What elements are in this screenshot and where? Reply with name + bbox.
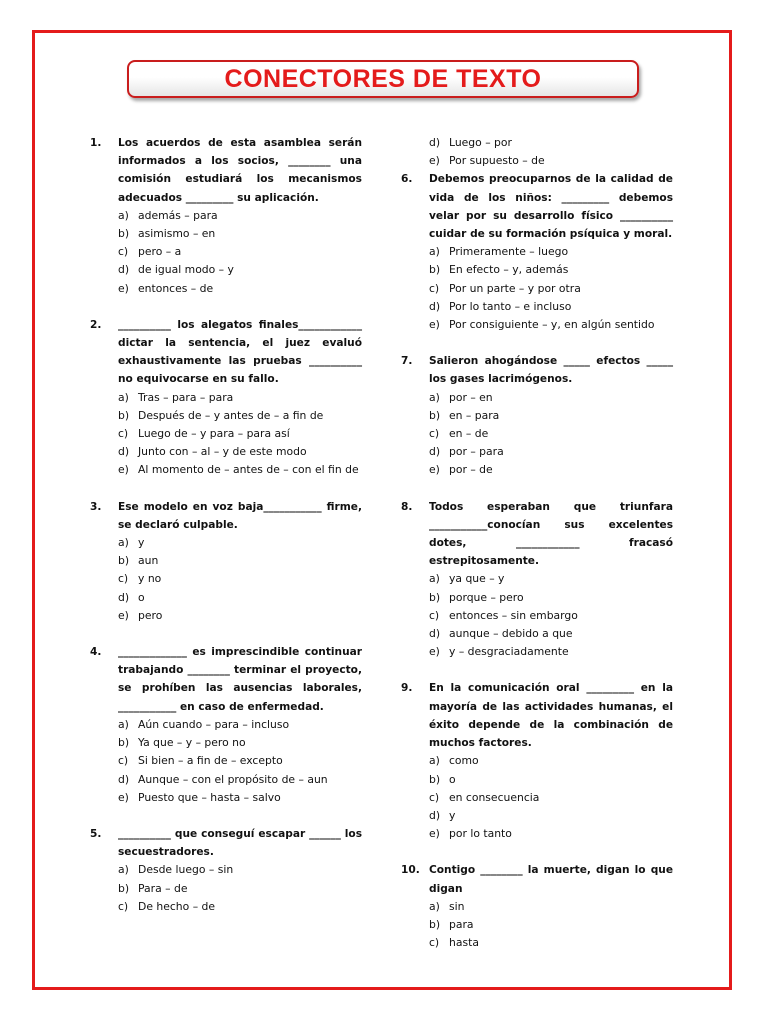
question-text: Los acuerdos de esta asamblea serán informados a los socios, ________ una comisión estudiará los mecanismos adecuados _________ su aplicación. bbox=[118, 137, 362, 204]
option-item bbox=[118, 880, 362, 898]
option-item bbox=[118, 280, 362, 298]
option-text: sin bbox=[449, 899, 465, 913]
option-text: Por un parte – y por otra bbox=[449, 281, 581, 295]
question-stem bbox=[90, 825, 362, 861]
option-letter: c) bbox=[429, 281, 440, 295]
question-text: Salieron ahogándose _____ efectos _____ los gases lacrimógenos. bbox=[429, 355, 673, 386]
option-text: por – para bbox=[449, 445, 504, 459]
option-text: Por lo tanto – e incluso bbox=[449, 299, 572, 313]
option-letter: b) bbox=[118, 408, 130, 422]
option-letter: d) bbox=[429, 136, 441, 149]
question bbox=[401, 352, 673, 479]
option-text: para bbox=[449, 917, 474, 931]
question-text: Ese modelo en voz baja___________ firme, se declaró culpable. bbox=[118, 500, 362, 531]
question-number: 5. bbox=[90, 827, 102, 840]
option-item bbox=[429, 134, 673, 152]
option-text: Puesto que – hasta – salvo bbox=[138, 790, 281, 804]
option-letter: a) bbox=[118, 390, 129, 404]
question-stem bbox=[401, 352, 673, 388]
option-text: Tras – para – para bbox=[138, 390, 234, 404]
option-item bbox=[429, 934, 673, 952]
option-item bbox=[429, 389, 673, 407]
option-item bbox=[429, 152, 673, 170]
option-text: por – de bbox=[449, 463, 493, 477]
option-item bbox=[118, 443, 362, 461]
option-letter: d) bbox=[429, 445, 441, 459]
question bbox=[90, 134, 362, 298]
option-text: ya que – y bbox=[449, 572, 505, 586]
question-spacer bbox=[401, 334, 673, 352]
option-item bbox=[118, 207, 362, 225]
option-letter: a) bbox=[429, 899, 440, 913]
option-letter: b) bbox=[429, 590, 441, 604]
option-item bbox=[118, 589, 362, 607]
question-number: 9. bbox=[401, 682, 413, 695]
option-item bbox=[118, 861, 362, 879]
option-item bbox=[429, 280, 673, 298]
question bbox=[401, 170, 673, 334]
question-text: Contigo ________ la muerte, digan lo que digan bbox=[429, 864, 673, 895]
option-text: en – de bbox=[449, 427, 489, 441]
option-letter: a) bbox=[118, 863, 129, 877]
option-item bbox=[118, 389, 362, 407]
option-item bbox=[429, 407, 673, 425]
option-text: entonces – sin embargo bbox=[449, 608, 578, 622]
question bbox=[90, 825, 362, 916]
question-stem bbox=[401, 679, 673, 752]
option-text: Junto con – al – y de este modo bbox=[138, 445, 307, 459]
option-text: hasta bbox=[449, 936, 479, 950]
option-text: además – para bbox=[138, 208, 218, 222]
option-letter: c) bbox=[118, 427, 129, 441]
question-text: Debemos preocuparnos de la calidad de vida de los niños: _________ debemos velar por su desarrollo físico __________ cuidar de su formación psíquica y moral. bbox=[429, 173, 673, 241]
option-item bbox=[118, 261, 362, 279]
option-text: como bbox=[449, 754, 479, 768]
question-number: 10. bbox=[401, 864, 420, 877]
option-text: Aunque – con el propósito de – aun bbox=[138, 772, 328, 786]
option-letter: a) bbox=[118, 717, 129, 731]
page-title: CONECTORES DE TEXTO bbox=[224, 64, 542, 93]
option-letter: e) bbox=[429, 827, 440, 841]
question-stem bbox=[401, 498, 673, 571]
option-letter: e) bbox=[429, 645, 440, 659]
option-text: Luego – por bbox=[449, 136, 512, 149]
question-number: 1. bbox=[90, 137, 102, 149]
question-stem bbox=[401, 170, 673, 243]
option-letter: a) bbox=[429, 390, 440, 404]
option-item bbox=[429, 643, 673, 661]
question-stem bbox=[90, 316, 362, 389]
option-letter: b) bbox=[429, 772, 441, 786]
option-item bbox=[118, 734, 362, 752]
option-letter: e) bbox=[118, 281, 129, 295]
option-item bbox=[429, 771, 673, 789]
question bbox=[90, 316, 362, 480]
title-banner bbox=[127, 60, 639, 98]
option-letter: b) bbox=[118, 736, 130, 750]
option-item bbox=[118, 407, 362, 425]
option-letter: b) bbox=[429, 408, 441, 422]
question-number: 2. bbox=[90, 318, 102, 331]
option-text: porque – pero bbox=[449, 590, 524, 604]
question-spacer bbox=[401, 843, 673, 861]
option-letter: e) bbox=[118, 463, 129, 477]
question-number: 6. bbox=[401, 173, 413, 186]
option-letter: a) bbox=[429, 245, 440, 259]
option-letter: c) bbox=[429, 427, 440, 441]
option-item bbox=[118, 716, 362, 734]
question-number: 7. bbox=[401, 355, 413, 368]
option-text: Si bien – a fin de – excepto bbox=[138, 754, 283, 768]
option-letter: e) bbox=[118, 608, 129, 622]
option-item bbox=[429, 298, 673, 316]
question bbox=[401, 498, 673, 662]
option-text: Desde luego – sin bbox=[138, 863, 234, 877]
option-text: aunque – debido a que bbox=[449, 627, 573, 641]
option-item bbox=[118, 607, 362, 625]
option-item bbox=[429, 243, 673, 261]
option-text: y bbox=[138, 536, 145, 550]
option-letter: e) bbox=[429, 318, 440, 332]
question-spacer bbox=[401, 661, 673, 679]
option-text: en consecuencia bbox=[449, 790, 540, 804]
option-letter: e) bbox=[118, 790, 129, 804]
question-text: En la comunicación oral _________ en la mayoría de las actividades humanas, el éxito depende de la combinación de muchos factores. bbox=[429, 682, 673, 750]
option-item bbox=[118, 534, 362, 552]
option-text: De hecho – de bbox=[138, 899, 216, 913]
option-item bbox=[429, 425, 673, 443]
option-letter: b) bbox=[429, 917, 441, 931]
option-text: Después de – y antes de – a fin de bbox=[138, 408, 324, 422]
option-item bbox=[118, 552, 362, 570]
option-item bbox=[429, 625, 673, 643]
options-list bbox=[429, 752, 673, 843]
question-spacer bbox=[90, 807, 362, 825]
option-item bbox=[429, 789, 673, 807]
option-text: pero – a bbox=[138, 245, 182, 259]
question bbox=[90, 643, 362, 807]
option-letter: c) bbox=[429, 790, 440, 804]
question-spacer bbox=[90, 625, 362, 643]
option-text: por – en bbox=[449, 390, 493, 404]
option-letter: c) bbox=[429, 608, 440, 622]
question-spacer bbox=[401, 480, 673, 498]
option-text: y bbox=[449, 808, 456, 822]
option-letter: c) bbox=[118, 899, 129, 913]
question-text: _____________ es imprescindible continuar trabajando ________ terminar el proyecto, se prohíben las ausencias laborales, ___________ en caso de enfermedad. bbox=[118, 646, 362, 713]
option-item bbox=[429, 752, 673, 770]
question-number: 4. bbox=[90, 646, 102, 659]
options-list bbox=[118, 207, 362, 298]
option-item bbox=[429, 443, 673, 461]
option-item bbox=[429, 825, 673, 843]
question-number: 8. bbox=[401, 500, 413, 513]
option-text: por lo tanto bbox=[449, 827, 512, 841]
right-column bbox=[401, 134, 673, 952]
option-letter: e) bbox=[429, 463, 440, 477]
option-text: Primeramente – luego bbox=[449, 245, 569, 259]
question bbox=[401, 861, 673, 952]
option-item bbox=[118, 243, 362, 261]
option-item bbox=[429, 807, 673, 825]
option-text: entonces – de bbox=[138, 281, 214, 295]
option-letter: b) bbox=[118, 554, 130, 568]
options-list bbox=[429, 389, 673, 480]
option-text: y – desgraciadamente bbox=[449, 645, 569, 659]
option-letter: d) bbox=[429, 808, 441, 822]
option-text: de igual modo – y bbox=[138, 263, 234, 277]
option-letter: d) bbox=[118, 590, 130, 604]
option-text: y no bbox=[138, 572, 162, 586]
question-text: __________ los alegatos finales____________ dictar la sentencia, el juez evaluó exhaustivamente las pruebas __________ no equivocarse en su fallo. bbox=[118, 318, 362, 386]
question-number: 3. bbox=[90, 500, 102, 513]
option-text: pero bbox=[138, 608, 163, 622]
option-text: o bbox=[449, 772, 456, 786]
option-letter: c) bbox=[429, 936, 440, 950]
option-letter: d) bbox=[429, 627, 441, 641]
option-letter: a) bbox=[118, 208, 129, 222]
option-letter: a) bbox=[429, 754, 440, 768]
option-item bbox=[118, 771, 362, 789]
option-item bbox=[118, 752, 362, 770]
question-stem bbox=[90, 134, 362, 207]
option-text: asimismo – en bbox=[138, 227, 216, 241]
option-letter: c) bbox=[118, 754, 129, 768]
option-item bbox=[429, 316, 673, 334]
options-list bbox=[118, 534, 362, 625]
option-item bbox=[118, 225, 362, 243]
option-text: Al momento de – antes de – con el fin de bbox=[138, 463, 359, 477]
question-stem bbox=[90, 498, 362, 534]
question-spacer bbox=[90, 298, 362, 316]
option-text: aun bbox=[138, 554, 159, 568]
option-item bbox=[429, 261, 673, 279]
options-list bbox=[429, 898, 673, 953]
option-letter: c) bbox=[118, 572, 129, 586]
option-item bbox=[118, 898, 362, 916]
option-item bbox=[118, 789, 362, 807]
option-item bbox=[429, 916, 673, 934]
option-letter: b) bbox=[118, 227, 130, 241]
option-letter: e) bbox=[429, 154, 440, 168]
option-letter: d) bbox=[118, 772, 130, 786]
option-letter: c) bbox=[118, 245, 129, 259]
option-letter: b) bbox=[429, 263, 441, 277]
option-text: Por consiguiente – y, en algún sentido bbox=[449, 318, 655, 332]
option-letter: d) bbox=[118, 263, 130, 277]
option-text: Para – de bbox=[138, 881, 188, 895]
option-item bbox=[429, 898, 673, 916]
option-item bbox=[429, 607, 673, 625]
option-item bbox=[429, 570, 673, 588]
question-stem bbox=[401, 861, 673, 897]
question-stem bbox=[90, 643, 362, 716]
question-text: Todos esperaban que triunfara ___________conocían sus excelentes dotes, ____________ fracasó estrepitosamente. bbox=[429, 500, 673, 568]
option-item bbox=[429, 461, 673, 479]
option-letter: d) bbox=[429, 299, 441, 313]
question bbox=[90, 498, 362, 625]
option-item bbox=[429, 589, 673, 607]
option-text: En efecto – y, además bbox=[449, 263, 569, 277]
option-item bbox=[118, 425, 362, 443]
option-letter: d) bbox=[118, 445, 130, 459]
question bbox=[401, 679, 673, 843]
question-text: __________ que conseguí escapar ______ los secuestradores. bbox=[118, 827, 362, 859]
question-spacer bbox=[90, 480, 362, 498]
options-list bbox=[118, 716, 362, 807]
option-letter: a) bbox=[429, 572, 440, 586]
option-letter: b) bbox=[118, 881, 130, 895]
options-list bbox=[429, 243, 673, 334]
option-text: Aún cuando – para – incluso bbox=[138, 717, 290, 731]
option-text: en – para bbox=[449, 408, 500, 422]
option-item bbox=[118, 570, 362, 588]
left-column bbox=[90, 134, 362, 916]
option-text: Ya que – y – pero no bbox=[138, 736, 246, 750]
option-text: o bbox=[138, 590, 145, 604]
option-letter: a) bbox=[118, 536, 129, 550]
options-list bbox=[429, 134, 673, 170]
options-list bbox=[118, 861, 362, 916]
option-item bbox=[118, 461, 362, 479]
options-list bbox=[118, 389, 362, 480]
option-text: Por supuesto – de bbox=[449, 154, 545, 168]
options-list bbox=[429, 570, 673, 661]
option-text: Luego de – y para – para así bbox=[138, 427, 290, 441]
